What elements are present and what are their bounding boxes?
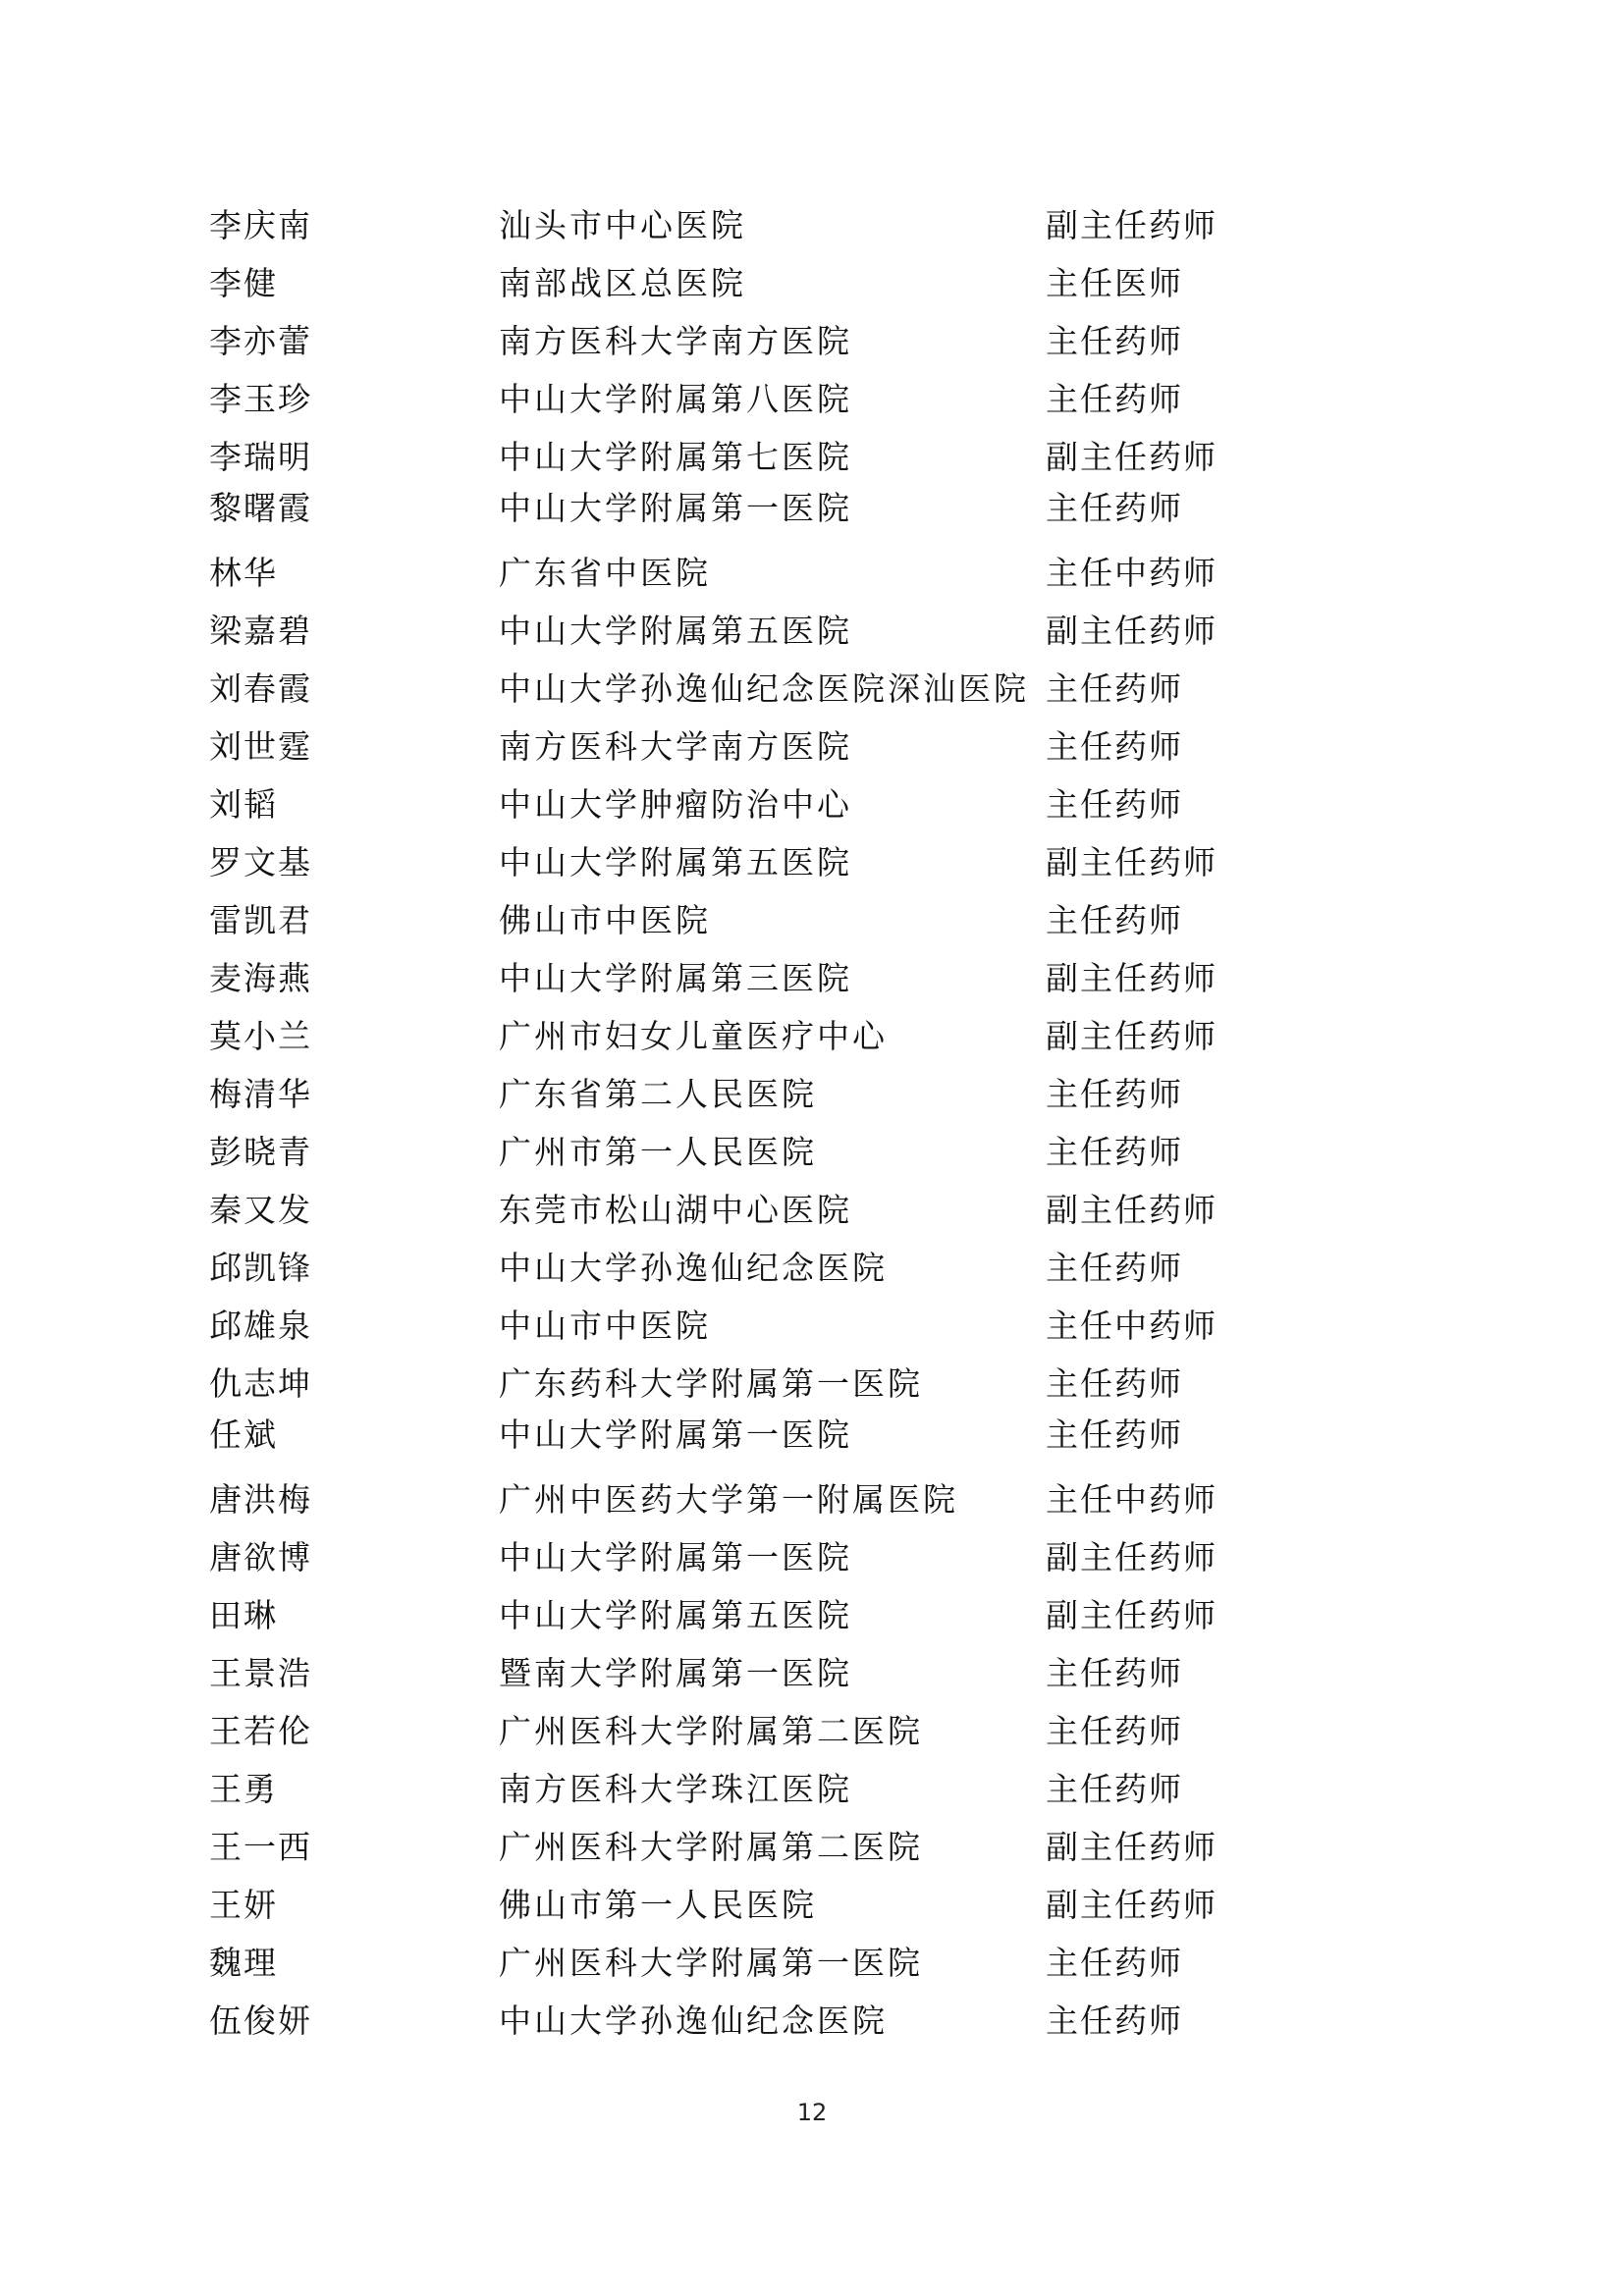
job-title: 副主任药师 (1046, 959, 1218, 997)
list-item (209, 254, 1427, 312)
job-title: 副主任药师 (1046, 438, 1218, 476)
list-item (209, 1586, 1427, 1644)
organization: 中山大学附属第一医院 (499, 489, 852, 527)
organization: 中山大学附属第五医院 (499, 612, 852, 650)
organization: 广东药科大学附属第一医院 (499, 1364, 923, 1403)
person-name: 李玉珍 (209, 380, 312, 418)
organization: 中山市中医院 (499, 1307, 711, 1345)
person-name: 任斌 (209, 1415, 278, 1454)
organization: 中山大学孙逸仙纪念医院 (499, 1249, 888, 1287)
job-title: 主任药师 (1046, 1654, 1183, 1692)
organization: 汕头市中心医院 (499, 206, 746, 244)
organization: 南方医科大学珠江医院 (499, 1770, 852, 1808)
expert-list (209, 196, 1427, 2050)
list-item (209, 544, 1427, 602)
person-name: 魏理 (209, 1944, 278, 1982)
organization: 中山大学附属第七医院 (499, 438, 852, 476)
list-item (209, 1470, 1427, 1528)
person-name: 邱雄泉 (209, 1307, 312, 1345)
list-item (209, 949, 1427, 1007)
person-name: 梅清华 (209, 1075, 312, 1113)
job-title: 主任中药师 (1046, 1307, 1218, 1345)
job-title: 副主任药师 (1046, 1538, 1218, 1576)
list-item (209, 602, 1427, 660)
list-item (209, 479, 1427, 544)
job-title: 主任药师 (1046, 669, 1183, 708)
list-item (209, 1760, 1427, 1818)
person-name: 林华 (209, 554, 278, 592)
job-title: 副主任药师 (1046, 1886, 1218, 1924)
person-name: 李庆南 (209, 206, 312, 244)
job-title: 主任药师 (1046, 1415, 1183, 1454)
person-name: 黎曙霞 (209, 489, 312, 527)
job-title: 主任药师 (1046, 1770, 1183, 1808)
organization: 佛山市第一人民医院 (499, 1886, 817, 1924)
person-name: 彭晓青 (209, 1133, 312, 1171)
job-title: 主任医师 (1046, 264, 1183, 302)
person-name: 麦海燕 (209, 959, 312, 997)
job-title: 主任药师 (1046, 2002, 1183, 2040)
list-item (209, 775, 1427, 833)
person-name: 王一西 (209, 1828, 312, 1866)
organization: 南部战区总医院 (499, 264, 746, 302)
job-title: 主任药师 (1046, 1249, 1183, 1287)
person-name: 王景浩 (209, 1654, 312, 1692)
page-number: 12 (796, 2099, 828, 2126)
list-item (209, 1239, 1427, 1297)
organization: 东莞市松山湖中心医院 (499, 1191, 852, 1229)
job-title: 主任药师 (1046, 901, 1183, 939)
list-item (209, 660, 1427, 718)
person-name: 王若伦 (209, 1712, 312, 1750)
person-name: 唐洪梅 (209, 1480, 312, 1519)
job-title: 副主任药师 (1046, 1828, 1218, 1866)
person-name: 刘世霆 (209, 727, 312, 766)
job-title: 主任药师 (1046, 785, 1183, 824)
list-item (209, 312, 1427, 370)
organization: 中山大学肿瘤防治中心 (499, 785, 852, 824)
organization: 中山大学孙逸仙纪念医院深汕医院 (499, 669, 1029, 708)
job-title: 主任药师 (1046, 1944, 1183, 1982)
person-name: 刘春霞 (209, 669, 312, 708)
person-name: 李健 (209, 264, 278, 302)
person-name: 邱凯锋 (209, 1249, 312, 1287)
organization: 中山大学附属第八医院 (499, 380, 852, 418)
list-item (209, 1065, 1427, 1123)
job-title: 主任药师 (1046, 1133, 1183, 1171)
organization: 暨南大学附属第一医院 (499, 1654, 852, 1692)
organization: 南方医科大学南方医院 (499, 322, 852, 360)
person-name: 李亦蕾 (209, 322, 312, 360)
organization: 广州医科大学附属第二医院 (499, 1828, 923, 1866)
job-title: 主任中药师 (1046, 554, 1218, 592)
job-title: 主任中药师 (1046, 1480, 1218, 1519)
person-name: 李瑞明 (209, 438, 312, 476)
organization: 中山大学孙逸仙纪念医院 (499, 2002, 888, 2040)
job-title: 主任药师 (1046, 380, 1183, 418)
list-item (209, 833, 1427, 891)
list-item (209, 428, 1427, 479)
list-item (209, 1355, 1427, 1406)
organization: 南方医科大学南方医院 (499, 727, 852, 766)
list-item (209, 718, 1427, 775)
list-item (209, 1528, 1427, 1586)
organization: 广州中医药大学第一附属医院 (499, 1480, 958, 1519)
person-name: 伍俊妍 (209, 2002, 312, 2040)
list-item (209, 1406, 1427, 1470)
person-name: 王勇 (209, 1770, 278, 1808)
job-title: 主任药师 (1046, 727, 1183, 766)
job-title: 主任药师 (1046, 489, 1183, 527)
organization: 中山大学附属第五医院 (499, 1596, 852, 1634)
person-name: 雷凯君 (209, 901, 312, 939)
organization: 中山大学附属第一医院 (499, 1415, 852, 1454)
person-name: 梁嘉碧 (209, 612, 312, 650)
job-title: 副主任药师 (1046, 206, 1218, 244)
list-item (209, 1123, 1427, 1181)
job-title: 副主任药师 (1046, 1191, 1218, 1229)
person-name: 田琳 (209, 1596, 278, 1634)
organization: 中山大学附属第一医院 (499, 1538, 852, 1576)
organization: 广州医科大学附属第二医院 (499, 1712, 923, 1750)
person-name: 王妍 (209, 1886, 278, 1924)
list-item (209, 1876, 1427, 1934)
person-name: 唐欲博 (209, 1538, 312, 1576)
list-item (209, 1297, 1427, 1355)
list-item (209, 1992, 1427, 2050)
job-title: 副主任药师 (1046, 1017, 1218, 1055)
organization: 广州医科大学附属第一医院 (499, 1944, 923, 1982)
list-item (209, 370, 1427, 428)
job-title: 副主任药师 (1046, 1596, 1218, 1634)
person-name: 罗文基 (209, 843, 312, 881)
list-item (209, 1702, 1427, 1760)
job-title: 主任药师 (1046, 322, 1183, 360)
organization: 广州市第一人民医院 (499, 1133, 817, 1171)
job-title: 主任药师 (1046, 1712, 1183, 1750)
list-item (209, 1934, 1427, 1992)
organization: 佛山市中医院 (499, 901, 711, 939)
organization: 广东省中医院 (499, 554, 711, 592)
organization: 广东省第二人民医院 (499, 1075, 817, 1113)
list-item (209, 1181, 1427, 1239)
job-title: 主任药师 (1046, 1364, 1183, 1403)
person-name: 刘韬 (209, 785, 278, 824)
list-item (209, 891, 1427, 949)
person-name: 仇志坤 (209, 1364, 312, 1403)
organization: 中山大学附属第三医院 (499, 959, 852, 997)
person-name: 莫小兰 (209, 1017, 312, 1055)
list-item (209, 1818, 1427, 1876)
job-title: 主任药师 (1046, 1075, 1183, 1113)
list-item (209, 196, 1427, 254)
job-title: 副主任药师 (1046, 843, 1218, 881)
list-item (209, 1007, 1427, 1065)
job-title: 副主任药师 (1046, 612, 1218, 650)
organization: 中山大学附属第五医院 (499, 843, 852, 881)
person-name: 秦又发 (209, 1191, 312, 1229)
list-item (209, 1644, 1427, 1702)
organization: 广州市妇女儿童医疗中心 (499, 1017, 888, 1055)
